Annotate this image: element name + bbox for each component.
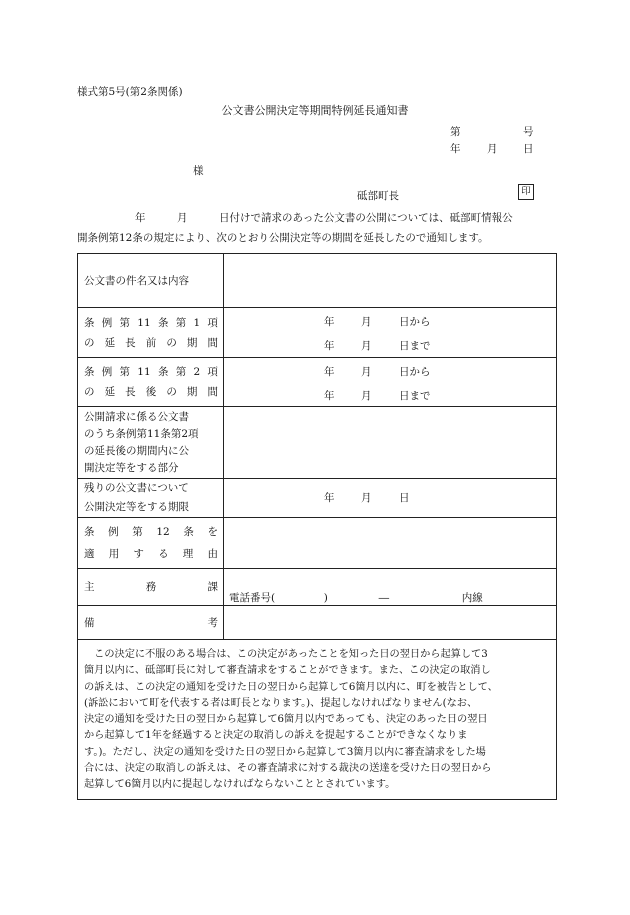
row-period-after: [78, 358, 557, 407]
label-char: 第: [175, 366, 187, 378]
label-remarks: [78, 606, 224, 640]
label-char: 項: [207, 366, 218, 378]
label-line: 残りの公文書について: [84, 482, 189, 494]
label-char: 例: [101, 366, 113, 378]
notice-line: (訴訟において町を代表する者は町長となります。)、提起しなければなりません(なお、: [84, 697, 478, 709]
label-char: 間: [207, 386, 218, 398]
label-char: 間: [207, 336, 218, 349]
row-period-before: [78, 308, 557, 358]
label-char: の: [166, 336, 177, 349]
label-period-before: [78, 308, 224, 358]
notice-line: す。)。ただし、決定の通知を受けた日の翌日から起算して3箇月以内に審査請求をした場: [84, 746, 486, 758]
label-char: 例: [101, 316, 113, 329]
label-char: 条: [84, 526, 95, 538]
label-period-after: [78, 358, 224, 407]
phone-number-field: 電話番号( ) ― 内線: [229, 592, 483, 604]
period-after-from: 年 月 日から: [324, 366, 431, 378]
label-char: 例: [108, 526, 119, 538]
notice-line: 箇月以内に、砥部町長に対して審査請求をすることができます。また、この決定の取消し: [84, 665, 491, 677]
label-char: 適: [84, 548, 95, 560]
notice-line: から起算して1年を経過すると決定の取消しの訴えを提起することができなくなりま: [84, 730, 468, 742]
label-char: る: [158, 548, 169, 560]
notice-line: 起算して6箇月以内に提起しなければならないこととされています。: [84, 779, 396, 791]
label-char: 主: [84, 581, 95, 593]
notice-line: この決定に不服のある場合は、この決定があったことを知った日の翌日から起算して3: [84, 649, 488, 660]
label-char: 第: [119, 316, 131, 329]
label-line: [84, 333, 218, 353]
notice-line: 決定の通知を受けた日の翌日から起算して6箇月以内であっても、決定のあった日の翌日: [84, 714, 488, 726]
intro-line: 開条例第12条の規定により、次のとおり公開決定等の期間を延長したので通知します。: [77, 232, 489, 244]
label-char: の: [84, 336, 95, 349]
row-remaining-deadline: [78, 479, 557, 518]
label-char: 条: [157, 366, 169, 378]
label-line: の延長後の期間内に公: [84, 444, 189, 457]
notice-line: の訴えは、この決定の通知を受けた日の翌日から起算して6箇月以内に、町を被告として、: [84, 681, 498, 693]
document-number-prefix: 第: [450, 126, 461, 138]
value-remaining-deadline: [224, 479, 557, 518]
label-char: 期: [186, 386, 198, 398]
intro-paragraph: [77, 208, 557, 248]
label-line: [84, 543, 218, 565]
label-char: 用: [108, 548, 120, 560]
label-line: [84, 362, 218, 382]
label-reason: [78, 518, 224, 569]
label-char: す: [133, 548, 144, 560]
label-char: 後: [145, 386, 157, 398]
value-period-after: [224, 358, 557, 407]
label-char: 期: [186, 336, 198, 349]
label-char: の: [166, 386, 177, 398]
label-char: 第: [119, 366, 131, 378]
label-char: 1: [193, 316, 201, 329]
label-char: 条: [157, 316, 169, 329]
label-char: 条: [183, 526, 194, 538]
label-line: 公開決定等をする期限: [84, 501, 189, 513]
row-reason: [78, 518, 557, 569]
label-char: 項: [207, 316, 218, 329]
seal-mark: 印: [518, 184, 534, 200]
document-number-suffix: 号: [523, 126, 534, 138]
label-char: 第: [132, 526, 143, 538]
label-char: 12: [156, 526, 170, 538]
label-char: 理: [182, 548, 194, 560]
issue-date-month: 月: [487, 143, 498, 155]
label-char: 長: [125, 386, 136, 398]
label-char: 備: [84, 616, 95, 629]
appeal-notice: [77, 637, 557, 800]
row-document-subject: [78, 254, 557, 308]
label-line: [84, 521, 218, 543]
label-line: [84, 613, 218, 633]
period-before-to: 年 月 日まで: [324, 340, 431, 352]
label-char: 長: [125, 336, 136, 349]
label-char: 条: [84, 316, 95, 329]
label-text: 公文書の件名又は内容: [84, 275, 189, 287]
issue-date-day: 日: [523, 143, 534, 155]
label-line: 公開請求に係る公文書: [84, 410, 189, 423]
label-line: のうち条例第11条第2項: [84, 427, 199, 440]
label-char: 務: [145, 581, 157, 593]
label-char: 延: [104, 336, 116, 349]
document-title: 公文書公開決定等期間特例延長通知書: [221, 104, 409, 117]
label-partial-disclosure: [78, 407, 224, 479]
label-document-subject: [78, 254, 224, 308]
label-char: 延: [104, 386, 116, 398]
row-remarks: [78, 606, 557, 640]
recipient-suffix: 様: [193, 165, 204, 177]
value-reason: [224, 518, 557, 569]
label-char: 考: [207, 616, 218, 629]
label-char: 11: [137, 366, 151, 378]
label-line: 開決定等をする部分: [84, 461, 179, 474]
value-period-before: [224, 308, 557, 358]
issue-date-year: 年: [450, 143, 461, 155]
label-char: 条: [84, 366, 95, 378]
intro-line: 年 月 日付けで請求のあった公文書の公開については、砥部町情報公: [135, 212, 513, 224]
remaining-deadline-date: 年 月 日: [324, 492, 410, 504]
value-document-subject: [224, 254, 557, 308]
label-char: 11: [137, 316, 151, 329]
label-char: 2: [193, 366, 201, 378]
details-table: [77, 253, 557, 640]
sender-name: 砥部町長: [357, 190, 399, 202]
label-char: 課: [207, 581, 218, 593]
label-char: 前: [145, 336, 157, 349]
label-char: 第: [175, 316, 187, 329]
period-before-from: 年 月 日から: [324, 316, 431, 328]
value-partial-disclosure: [224, 407, 557, 479]
label-char: の: [84, 386, 95, 398]
label-char: 由: [207, 548, 218, 560]
row-department: [78, 569, 557, 606]
value-remarks: [224, 606, 557, 640]
label-remaining-deadline: [78, 479, 224, 518]
notice-line: 合には、決定の取消しの訴えは、その審査請求に対する裁決の送達を受けた日の翌日から: [84, 763, 492, 775]
label-char: を: [207, 526, 218, 538]
label-line: [84, 382, 218, 402]
form-label: 様式第5号(第2条関係): [77, 86, 183, 98]
period-after-to: 年 月 日まで: [324, 390, 431, 402]
value-department: [224, 569, 557, 606]
label-department: [78, 569, 224, 606]
label-line: [84, 577, 218, 597]
label-line: [84, 313, 218, 333]
row-partial-disclosure: [78, 407, 557, 479]
